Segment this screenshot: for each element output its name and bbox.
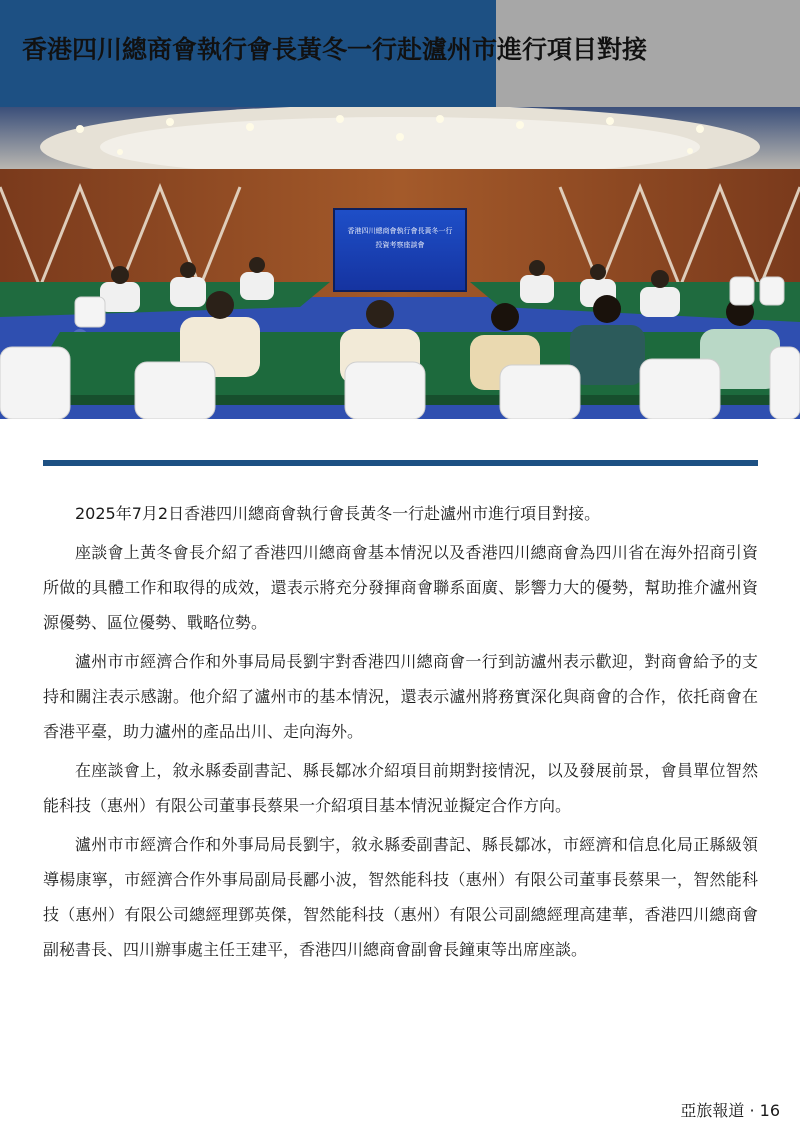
meeting-photo	[0, 107, 800, 419]
article-paragraph: 在座談會上，敘永縣委副書記、縣長鄒冰介紹項目前期對接情況，以及發展前景，會員單位智然能科技（惠州）有限公司董事長蔡果一介紹項目基本情況並擬定合作方向。	[43, 761, 758, 815]
page-header	[0, 0, 800, 107]
article-paragraph: 瀘州市市經濟合作和外事局局長劉宇對香港四川總商會一行到訪瀘州表示歡迎，對商會給予的支持和關注表示感謝。他介紹了瀘州市的基本情況，還表示瀘州將務實深化與商會的合作，依托商會在香港平臺，助力瀘州的產品出川、走向海外。	[43, 652, 758, 741]
article-body	[43, 496, 758, 971]
section-divider	[43, 460, 758, 466]
article-paragraph: 瀘州市市經濟合作和外事局局長劉宇，敘永縣委副書記、縣長鄒冰，市經濟和信息化局正縣級領導楊康寧，市經濟合作外事局副局長酈小波，智然能科技（惠州）有限公司董事長蔡果一，智然能科技（惠州）有限公司總經理鄧英傑，智然能科技（惠州）有限公司副總經理高建華，香港四川總商會副秘書長、四川辦事處主任王建平，香港四川總商會副會長鐘東等出席座談。	[43, 835, 758, 959]
page-footer: 亞旅報道 · 16	[680, 1101, 780, 1120]
screen-title-line1: 香港四川總商會執行會長黃冬一行	[347, 227, 453, 235]
page-title: 香港四川總商會執行會長黃冬一行赴瀘州市進行項目對接	[22, 35, 648, 64]
article-paragraph: 2025年7月2日香港四川總商會執行會長黃冬一行赴瀘州市進行項目對接。	[75, 504, 601, 523]
article-paragraph: 座談會上黃冬會長介紹了香港四川總商會基本情況以及香港四川總商會為四川省在海外招商引資所做的具體工作和取得的成效，還表示將充分發揮商會聯系面廣、影響力大的優勢，幫助推介瀘州資源優勢、區位優勢、戰略位勢。	[43, 543, 758, 632]
screen-title-line2: 投資考察座談會	[375, 241, 425, 249]
